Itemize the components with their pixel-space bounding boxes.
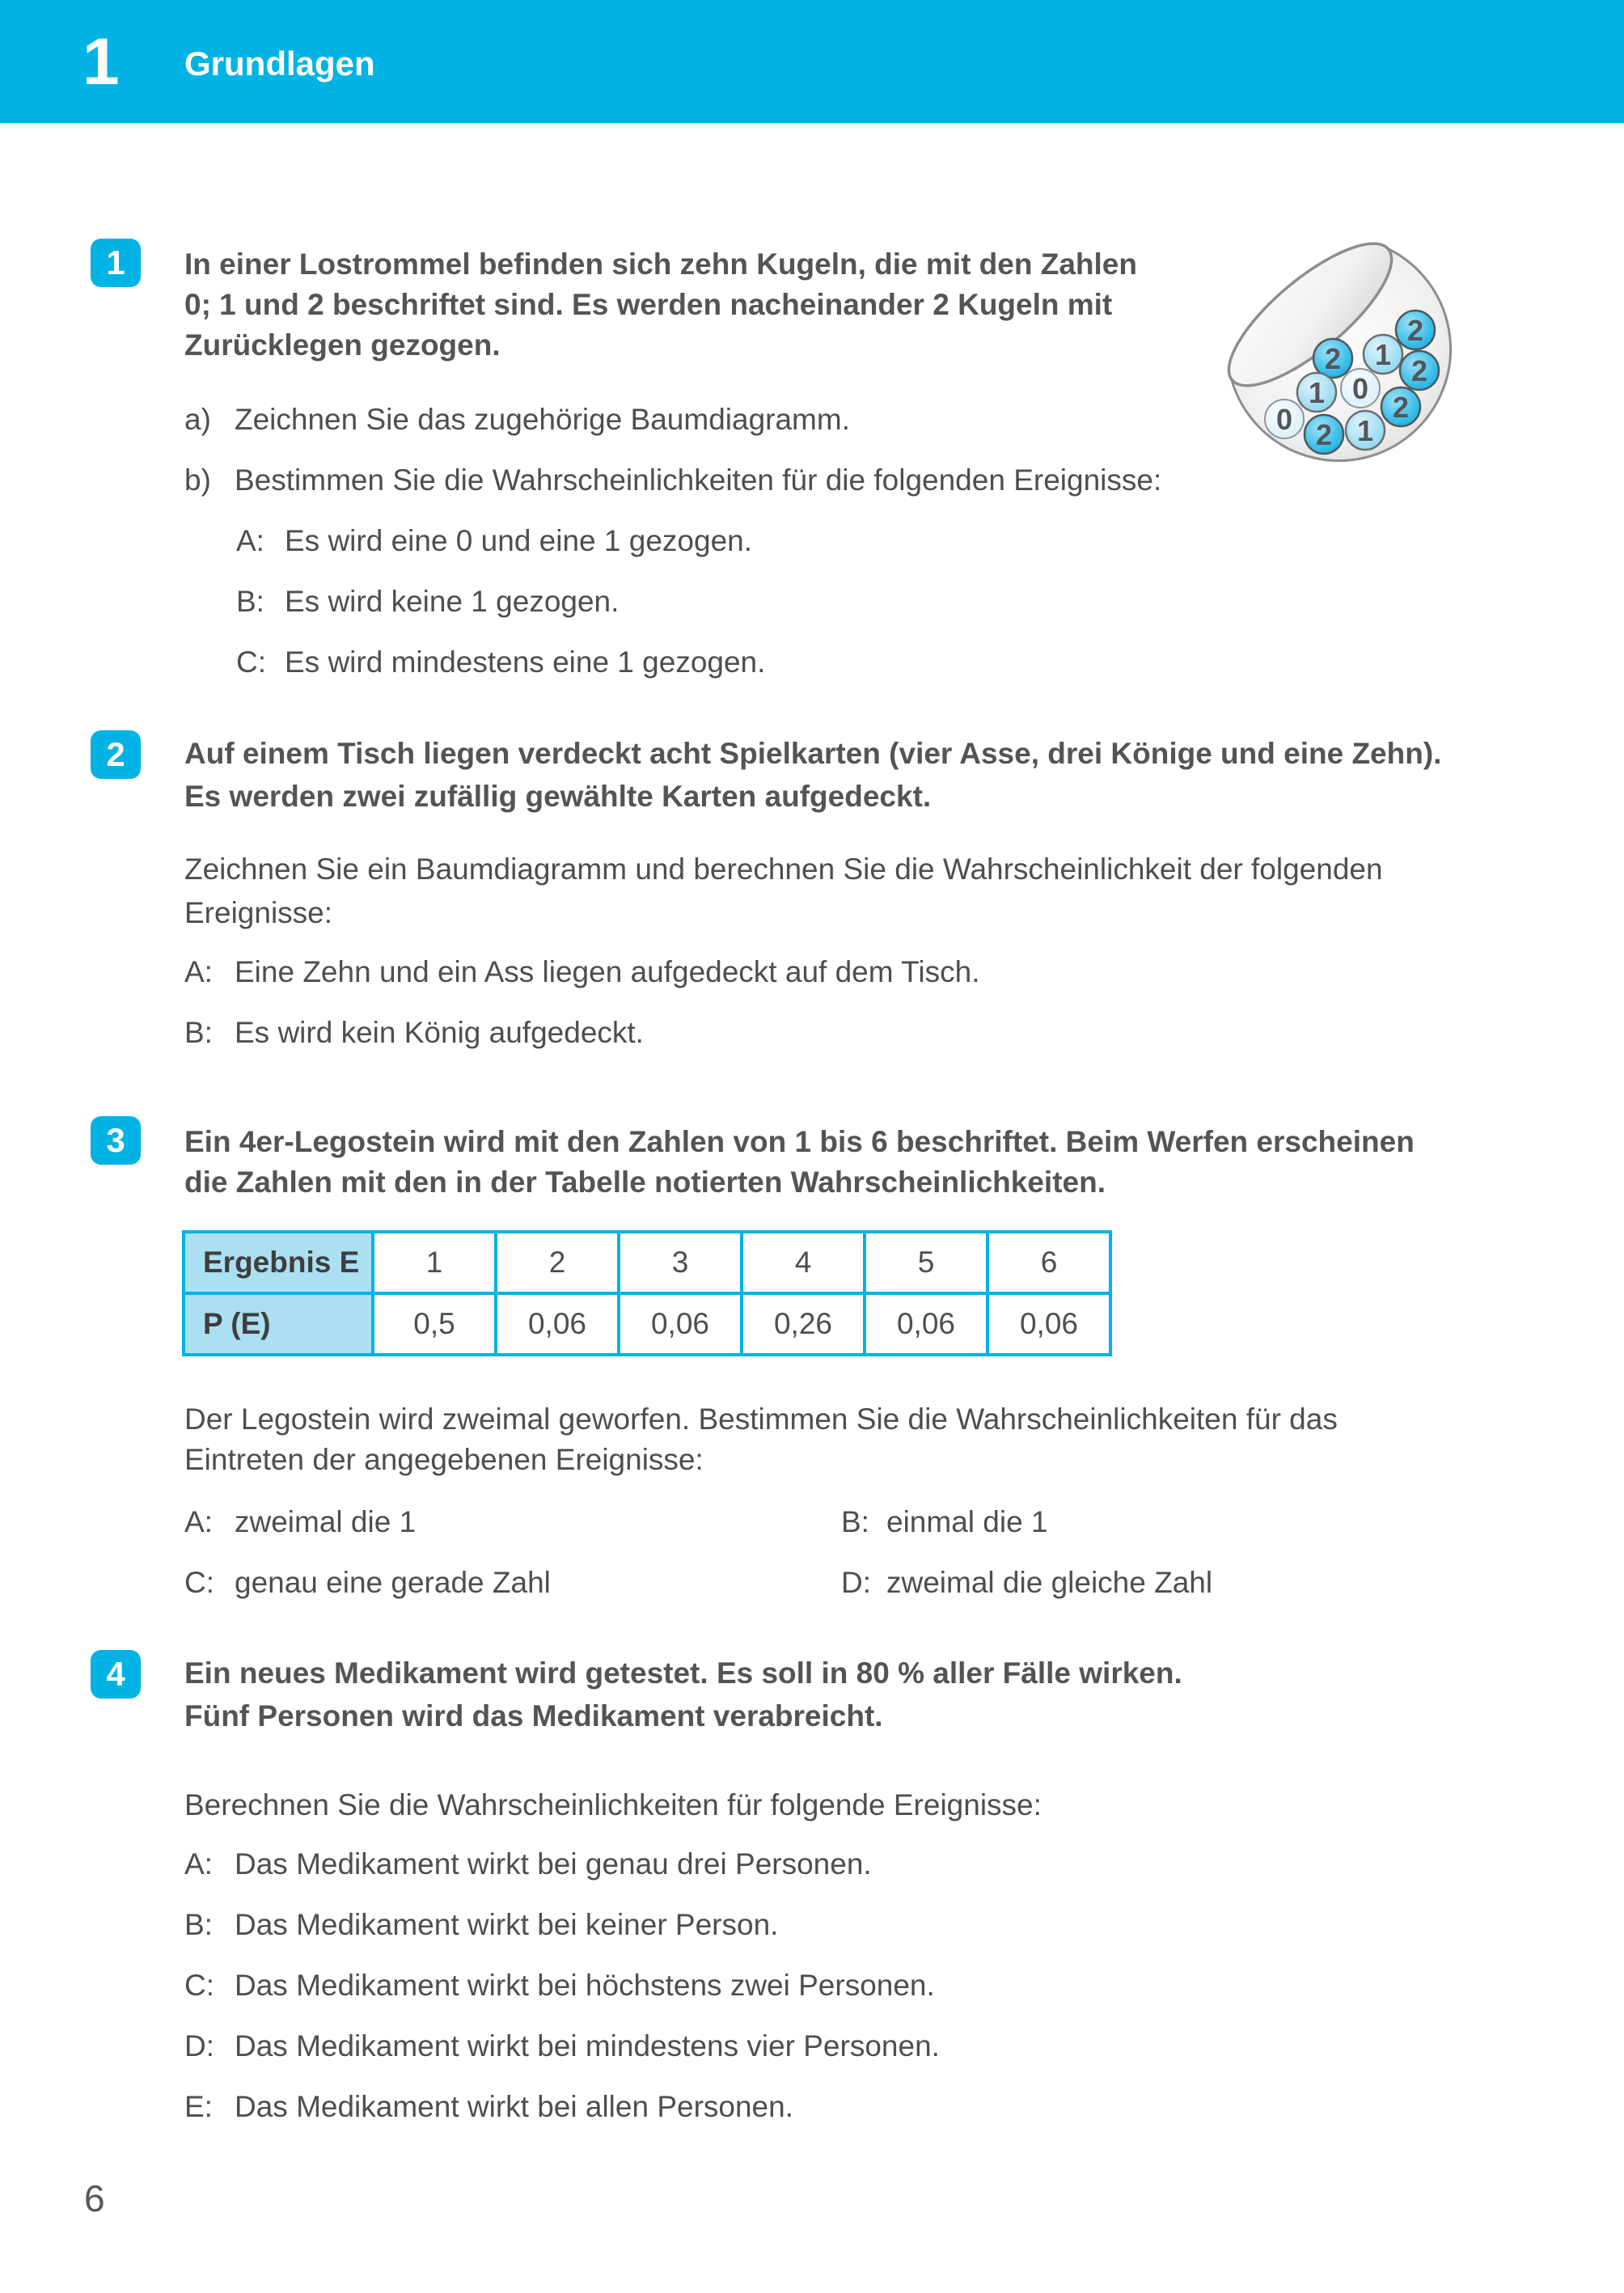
exercise-3-title-line-2: die Zahlen mit den in der Tabelle notierten Wahrscheinlichkeiten.: [184, 1166, 1106, 1199]
table-cell: 0,26: [742, 1293, 865, 1355]
event-label: A:: [184, 1847, 213, 1881]
page-number: 6: [84, 2177, 105, 2219]
exercise-3-intro-line-2: Eintreten der angegebenen Ereignisse:: [184, 1443, 704, 1476]
event-label: B:: [236, 585, 264, 618]
exercise-4-event-e: [184, 2088, 793, 2126]
exercise-4-event-a: [184, 1846, 872, 1883]
event-text: Es wird kein König aufgedeckt.: [235, 1016, 644, 1049]
event-text: einmal die 1: [886, 1505, 1048, 1538]
drum-ball-label: 2: [1406, 314, 1424, 347]
event-label: D:: [184, 2029, 214, 2062]
exercise-3-badge: 3: [91, 1116, 141, 1165]
probability-table: [182, 1230, 1112, 1356]
exercise-2-intro-line-2: Ereignisse:: [184, 896, 333, 929]
event-text: Es wird eine 0 und eine 1 gezogen.: [285, 524, 753, 557]
event-label: A:: [236, 524, 264, 557]
part-label: a): [184, 403, 211, 436]
exercise-2-title-line-2: Es werden zwei zufällig gewählte Karten aufgedeckt.: [184, 780, 932, 813]
exercise-1-title-line-2: 0; 1 und 2 beschriftet sind. Es werden nacheinander 2 Kugeln mit: [184, 288, 1113, 321]
table-cell: 6: [988, 1232, 1110, 1293]
drum-ball-label: 1: [1374, 338, 1392, 371]
exercise-3-event-d: [841, 1564, 1212, 1601]
event-text: Das Medikament wirkt bei mindestens vier Personen.: [235, 2029, 940, 2062]
table-cell: 1: [373, 1232, 496, 1293]
exercise-4-intro-line-1: Berechnen Sie die Wahrscheinlichkeiten für folgende Ereignisse:: [184, 1788, 1042, 1821]
drum-ball-label: 2: [1315, 418, 1333, 451]
event-text: Das Medikament wirkt bei keiner Person.: [235, 1908, 779, 1941]
chapter-header-bar: [0, 0, 1624, 123]
event-label: A:: [184, 1505, 213, 1538]
table-cell: 0,06: [496, 1293, 619, 1355]
lottery-drum-illustration: [1213, 226, 1504, 485]
part-label: b): [184, 463, 211, 497]
event-label: C:: [184, 1969, 214, 2002]
event-label: C:: [184, 1566, 214, 1599]
exercise-4-title-line-2: Fünf Personen wird das Medikament verabreicht.: [184, 1699, 883, 1732]
table-cell: 0,06: [619, 1293, 742, 1355]
drum-ball-label: 1: [1356, 414, 1374, 447]
table-row-probabilities: [184, 1293, 1110, 1355]
event-label: B:: [841, 1505, 869, 1538]
event-text: Das Medikament wirkt bei genau drei Personen.: [235, 1847, 872, 1881]
event-text: zweimal die gleiche Zahl: [886, 1566, 1213, 1599]
table-cell: 5: [865, 1232, 988, 1293]
exercise-2-event-b: [184, 1014, 644, 1051]
event-text: Das Medikament wirkt bei allen Personen.: [235, 2090, 793, 2123]
drum-ball-label: 0: [1351, 372, 1369, 405]
exercise-3-title-line-1: Ein 4er-Legostein wird mit den Zahlen von 1 bis 6 beschriftet. Beim Werfen erscheinen: [184, 1125, 1415, 1158]
table-cell: 4: [742, 1232, 865, 1293]
chapter-title: Grundlagen: [184, 44, 375, 82]
exercise-3-event-b: [841, 1504, 1048, 1541]
exercise-1-title-line-1: In einer Lostrommel befinden sich zehn Kugeln, die mit den Zahlen: [184, 247, 1137, 281]
exercise-2-intro-line-1: Zeichnen Sie ein Baumdiagramm und berechnen Sie die Wahrscheinlichkeit der folgenden: [184, 852, 1383, 886]
drum-ball-label: 2: [1392, 391, 1410, 424]
exercise-3-event-c: [184, 1564, 551, 1601]
exercise-1-part-b: [184, 462, 1161, 499]
exercise-1-part-a: [184, 401, 850, 438]
table-cell: 0,06: [865, 1293, 988, 1355]
event-text: Das Medikament wirkt bei höchstens zwei Personen.: [235, 1969, 935, 2002]
exercise-3-event-a: [184, 1504, 416, 1541]
exercise-1-event-a: [236, 522, 752, 560]
event-text: Es wird mindestens eine 1 gezogen.: [285, 645, 766, 679]
exercise-1-title-line-3: Zurücklegen gezogen.: [184, 328, 501, 362]
table-cell: 3: [619, 1232, 742, 1293]
chapter-number: 1: [82, 25, 120, 99]
exercise-4-event-b: [184, 1906, 778, 1944]
exercise-1-badge: 1: [91, 239, 141, 287]
exercise-4-badge: 4: [91, 1650, 141, 1699]
event-text: Es wird keine 1 gezogen.: [285, 585, 620, 618]
event-label: A:: [184, 955, 213, 988]
table-header-ergebnis: Ergebnis E: [184, 1232, 373, 1293]
exercise-3-intro-line-1: Der Legostein wird zweimal geworfen. Bestimmen Sie die Wahrscheinlichkeiten für das: [184, 1402, 1338, 1436]
drum-ball-label: 2: [1410, 354, 1428, 387]
exercise-4-title-line-1: Ein neues Medikament wird getestet. Es soll in 80 % aller Fälle wirken.: [184, 1656, 1182, 1690]
exercise-2-title-line-1: Auf einem Tisch liegen verdeckt acht Spielkarten (vier Asse, drei Könige und eine Zehn).: [184, 737, 1442, 770]
drum-ball-label: 2: [1324, 342, 1342, 375]
table-row-results: [184, 1232, 1110, 1293]
event-label: C:: [236, 645, 266, 679]
drum-ball-label: 0: [1275, 403, 1293, 436]
table-header-pe: P (E): [184, 1293, 373, 1355]
exercise-1-event-b: [236, 583, 619, 620]
exercise-1-event-c: [236, 644, 765, 681]
table-cell: 0,5: [373, 1293, 496, 1355]
event-text: genau eine gerade Zahl: [235, 1566, 551, 1599]
event-label: B:: [184, 1908, 213, 1941]
event-label: B:: [184, 1016, 213, 1049]
table-cell: 2: [496, 1232, 619, 1293]
exercise-2-badge: 2: [91, 730, 141, 779]
part-text: Bestimmen Sie die Wahrscheinlichkeiten für die folgenden Ereignisse:: [235, 463, 1162, 497]
part-text: Zeichnen Sie das zugehörige Baumdiagramm.: [235, 403, 850, 436]
exercise-2-event-a: [184, 954, 979, 991]
exercise-4-event-c: [184, 1967, 935, 2004]
event-text: zweimal die 1: [235, 1505, 417, 1538]
event-label: D:: [841, 1566, 871, 1599]
event-text: Eine Zehn und ein Ass liegen aufgedeckt auf dem Tisch.: [235, 955, 980, 988]
table-cell: 0,06: [988, 1293, 1110, 1355]
drum-ball-label: 1: [1308, 376, 1326, 409]
exercise-4-event-d: [184, 2028, 940, 2065]
event-label: E:: [184, 2090, 213, 2123]
